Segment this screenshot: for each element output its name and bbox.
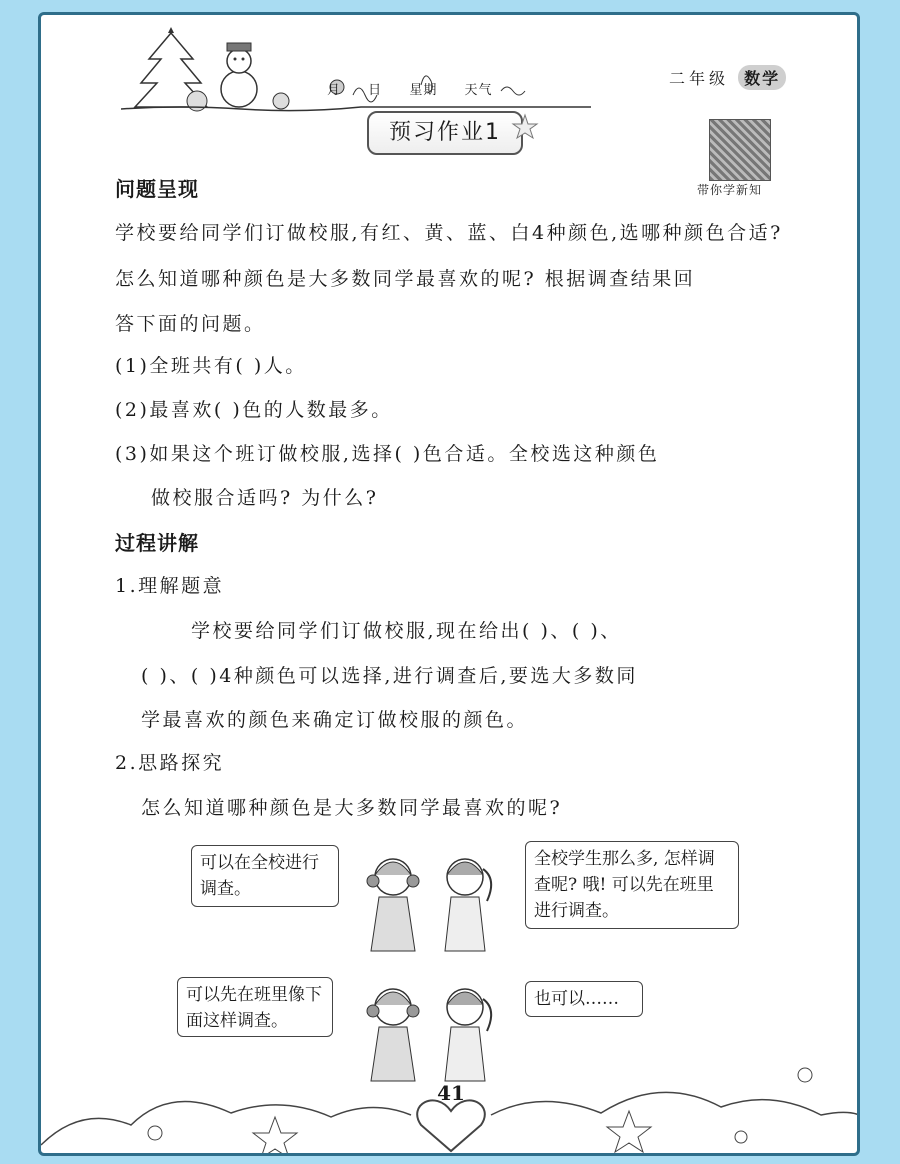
step-1-title: 1.理解题意	[115, 575, 225, 597]
step-2-title: 2.思路探究	[115, 752, 225, 774]
question-1: (1)全班共有( )人。	[115, 355, 307, 377]
step-1-line-1: 学校要给同学们订做校服,现在给出( )、( )、	[191, 620, 622, 642]
page-number: 41	[437, 1081, 465, 1105]
date-day-label: 日	[368, 83, 383, 98]
process-heading: 过程讲解	[115, 531, 199, 555]
winter-decoration-icon	[121, 25, 591, 115]
question-3-continued: 做校服合适吗? 为什么?	[151, 487, 379, 509]
problem-line-3: 答下面的问题。	[115, 313, 266, 335]
grade-label: 二年级	[669, 69, 730, 88]
qr-label: 带你学新知	[697, 183, 763, 197]
date-weather-label: 天气	[464, 83, 493, 98]
speech-bubble-2: 全校学生那么多, 怎样调查呢? 哦! 可以先在班里进行调查。	[525, 841, 739, 929]
speech-bubble-1: 可以在全校进行调查。	[191, 845, 339, 907]
grade-subject	[669, 65, 786, 90]
worksheet-page	[38, 12, 860, 1156]
page-title: 预习作业1	[367, 111, 523, 155]
date-month-label: 月	[327, 83, 342, 98]
problem-line-2: 怎么知道哪种颜色是大多数同学最喜欢的呢? 根据调查结果回	[115, 268, 696, 290]
step-1-line-2: ( )、( )4种颜色可以选择,进行调查后,要选大多数同	[141, 665, 638, 687]
step-2-question: 怎么知道哪种颜色是大多数同学最喜欢的呢?	[141, 797, 563, 819]
problem-heading: 问题呈现	[115, 177, 199, 201]
problem-line-1: 学校要给同学们订做校服,有红、黄、蓝、白4种颜色,选哪种颜色合适?	[115, 222, 783, 244]
bottom-cloud-decoration-icon	[41, 1055, 860, 1156]
qr-code-image[interactable]	[709, 119, 771, 181]
date-weekday-label: 星期	[409, 83, 438, 98]
date-line	[327, 79, 514, 98]
subject-badge: 数学	[738, 65, 786, 90]
girls-talking-illustration-1	[353, 847, 513, 959]
speech-bubble-3: 可以先在班里像下面这样调查。	[177, 977, 333, 1037]
question-2: (2)最喜欢( )色的人数最多。	[115, 399, 393, 421]
star-icon	[511, 111, 541, 151]
step-1-line-3: 学最喜欢的颜色来确定订做校服的颜色。	[141, 709, 529, 731]
speech-bubble-4: 也可以……	[525, 981, 643, 1017]
question-3: (3)如果这个班订做校服,选择( )色合适。全校选这种颜色	[115, 443, 660, 465]
